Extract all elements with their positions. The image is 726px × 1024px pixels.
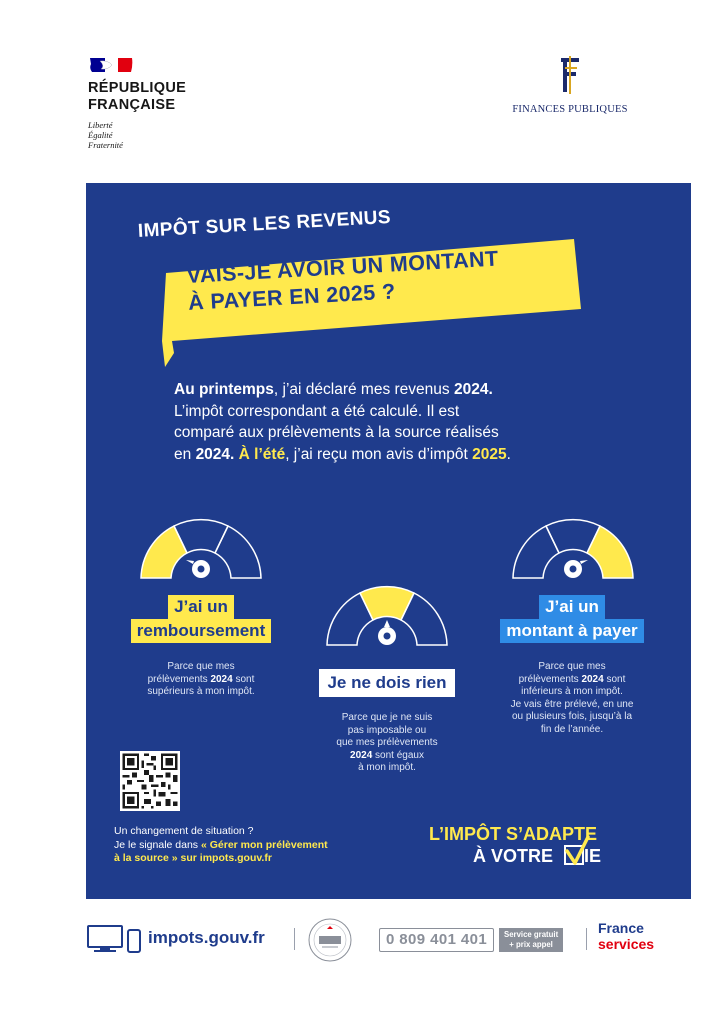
tag-pay-line1: J’ai un <box>539 595 605 619</box>
qr-code-icon[interactable] <box>120 751 180 811</box>
marianne-flag-icon <box>88 56 134 74</box>
republique-motto <box>88 120 186 150</box>
headline-line2: À PAYER EN 2025 ? <box>187 279 397 315</box>
desc-pay-2b: sont <box>603 673 626 685</box>
slogan-line2-pre: À VOTRE <box>473 846 559 866</box>
change-link-impots[interactable]: à la source » sur impots.gouv.fr <box>114 852 272 864</box>
desc-refund-2b: sont <box>232 673 255 685</box>
desc-pay-3: inférieurs à mon impôt. <box>521 686 623 697</box>
intro-year-2: 2024. <box>195 445 235 463</box>
finances-publiques-emblem-icon <box>557 54 583 96</box>
gauge-refund-icon <box>136 513 266 581</box>
intro-text-4b: , j’ai reçu mon avis d’impôt <box>285 445 473 463</box>
info-panel <box>86 183 691 899</box>
desc-nothing-3: que mes prélèvements <box>336 737 438 748</box>
motto-fraternite: Fraternité <box>88 140 123 150</box>
desc-pay <box>482 661 662 736</box>
slogan-line1: L’IMPÔT S’ADAPTE <box>429 824 598 844</box>
tag-refund-line2: remboursement <box>131 619 271 643</box>
france-services-line1: France <box>598 920 644 936</box>
tag-nothing-label: Je ne dois rien <box>319 669 454 697</box>
desc-pay-1: Parce que mes <box>538 661 606 672</box>
gauge-pay-icon <box>508 513 638 581</box>
motto-egalite: Égalité <box>88 130 113 140</box>
desc-nothing-4: sont égaux <box>372 749 424 761</box>
desc-refund-year: 2024 <box>210 673 233 685</box>
france-services-line2: services <box>598 936 655 952</box>
republique-francaise-logo <box>88 56 186 150</box>
tag-refund <box>116 595 286 643</box>
tag-pay-line2: montant à payer <box>500 619 643 643</box>
intro-text-2: L’impôt correspondant a été calculé. Il est <box>174 402 460 420</box>
intro-text-3: comparé aux prélèvements à la source réalisés <box>174 424 499 441</box>
desc-nothing-year: 2024 <box>350 749 373 761</box>
republique-line1: RÉPUBLIQUE <box>88 80 187 96</box>
tag-refund-line1: J’ai un <box>168 595 234 619</box>
intro-text-1: , j’ai déclaré mes revenus <box>273 381 454 398</box>
impots-url-link[interactable]: impots.gouv.fr <box>148 928 265 947</box>
desc-refund <box>116 661 286 699</box>
finances-publiques-label: FINANCES PUBLIQUES <box>512 104 628 115</box>
desc-refund-1: Parce que mes <box>167 661 235 672</box>
desc-nothing <box>302 712 472 775</box>
slogan-line2-post: IE <box>584 846 602 866</box>
motto-liberte: Liberté <box>88 120 113 130</box>
desc-nothing-1: Parce que je ne suis <box>341 712 433 723</box>
desc-nothing-2: pas imposable ou <box>347 724 427 736</box>
intro-end: . <box>506 445 511 463</box>
situation-change-note <box>114 825 374 866</box>
checkmark-v-icon <box>564 845 584 865</box>
intro-year-3: 2025 <box>472 445 507 463</box>
devices-icon <box>86 924 144 954</box>
headline-line1: VAIS-JE AVOIR UN MONTANT <box>186 246 500 288</box>
france-services-logo <box>598 920 688 952</box>
desc-pay-4: Je vais être prélevé, en une <box>510 698 634 710</box>
tag-pay <box>482 595 662 643</box>
change-link-gerer[interactable]: « Gérer mon prélèvement <box>200 838 328 851</box>
footer-separator-1 <box>294 928 295 950</box>
slogan <box>429 823 601 867</box>
desc-pay-5: ou plusieurs fois, jusqu’à la <box>511 711 633 722</box>
intro-text-4a: en <box>174 445 196 463</box>
desc-pay-2a: prélèvements <box>518 673 582 685</box>
desc-pay-year: 2024 <box>581 673 604 685</box>
gauge-nothing-icon <box>322 580 452 648</box>
intro-highlight-ete: À l’été <box>238 445 286 463</box>
intro-year-1: 2024. <box>453 381 493 398</box>
desc-pay-6: fin de l’année. <box>540 723 604 735</box>
intro-bold-printemps: Au printemps <box>174 381 274 398</box>
kicker-title: IMPÔT SUR LES REVENUS <box>137 206 392 242</box>
desc-refund-2a: prélèvements <box>147 673 211 685</box>
footer-separator-2 <box>586 928 587 950</box>
price-line1: Service gratuit <box>504 930 559 939</box>
price-line2: + prix appel <box>509 940 553 949</box>
tag-nothing <box>292 669 482 697</box>
change-line2-pre: Je le signale dans <box>114 838 201 851</box>
republique-line2: FRANÇAISE <box>88 97 176 113</box>
phone-number-link[interactable]: 0 809 401 401 <box>379 928 494 952</box>
phone-price-badge <box>499 928 563 952</box>
intro-paragraph <box>174 379 634 465</box>
footer <box>86 918 686 962</box>
desc-refund-3: supérieurs à mon impôt. <box>147 686 255 697</box>
desc-nothing-5: à mon impôt. <box>358 762 416 773</box>
slogan-line2 <box>473 845 601 867</box>
label-services-publics-icon <box>308 918 352 962</box>
change-line1: Un changement de situation ? <box>114 825 254 837</box>
finances-publiques-logo <box>500 54 640 115</box>
